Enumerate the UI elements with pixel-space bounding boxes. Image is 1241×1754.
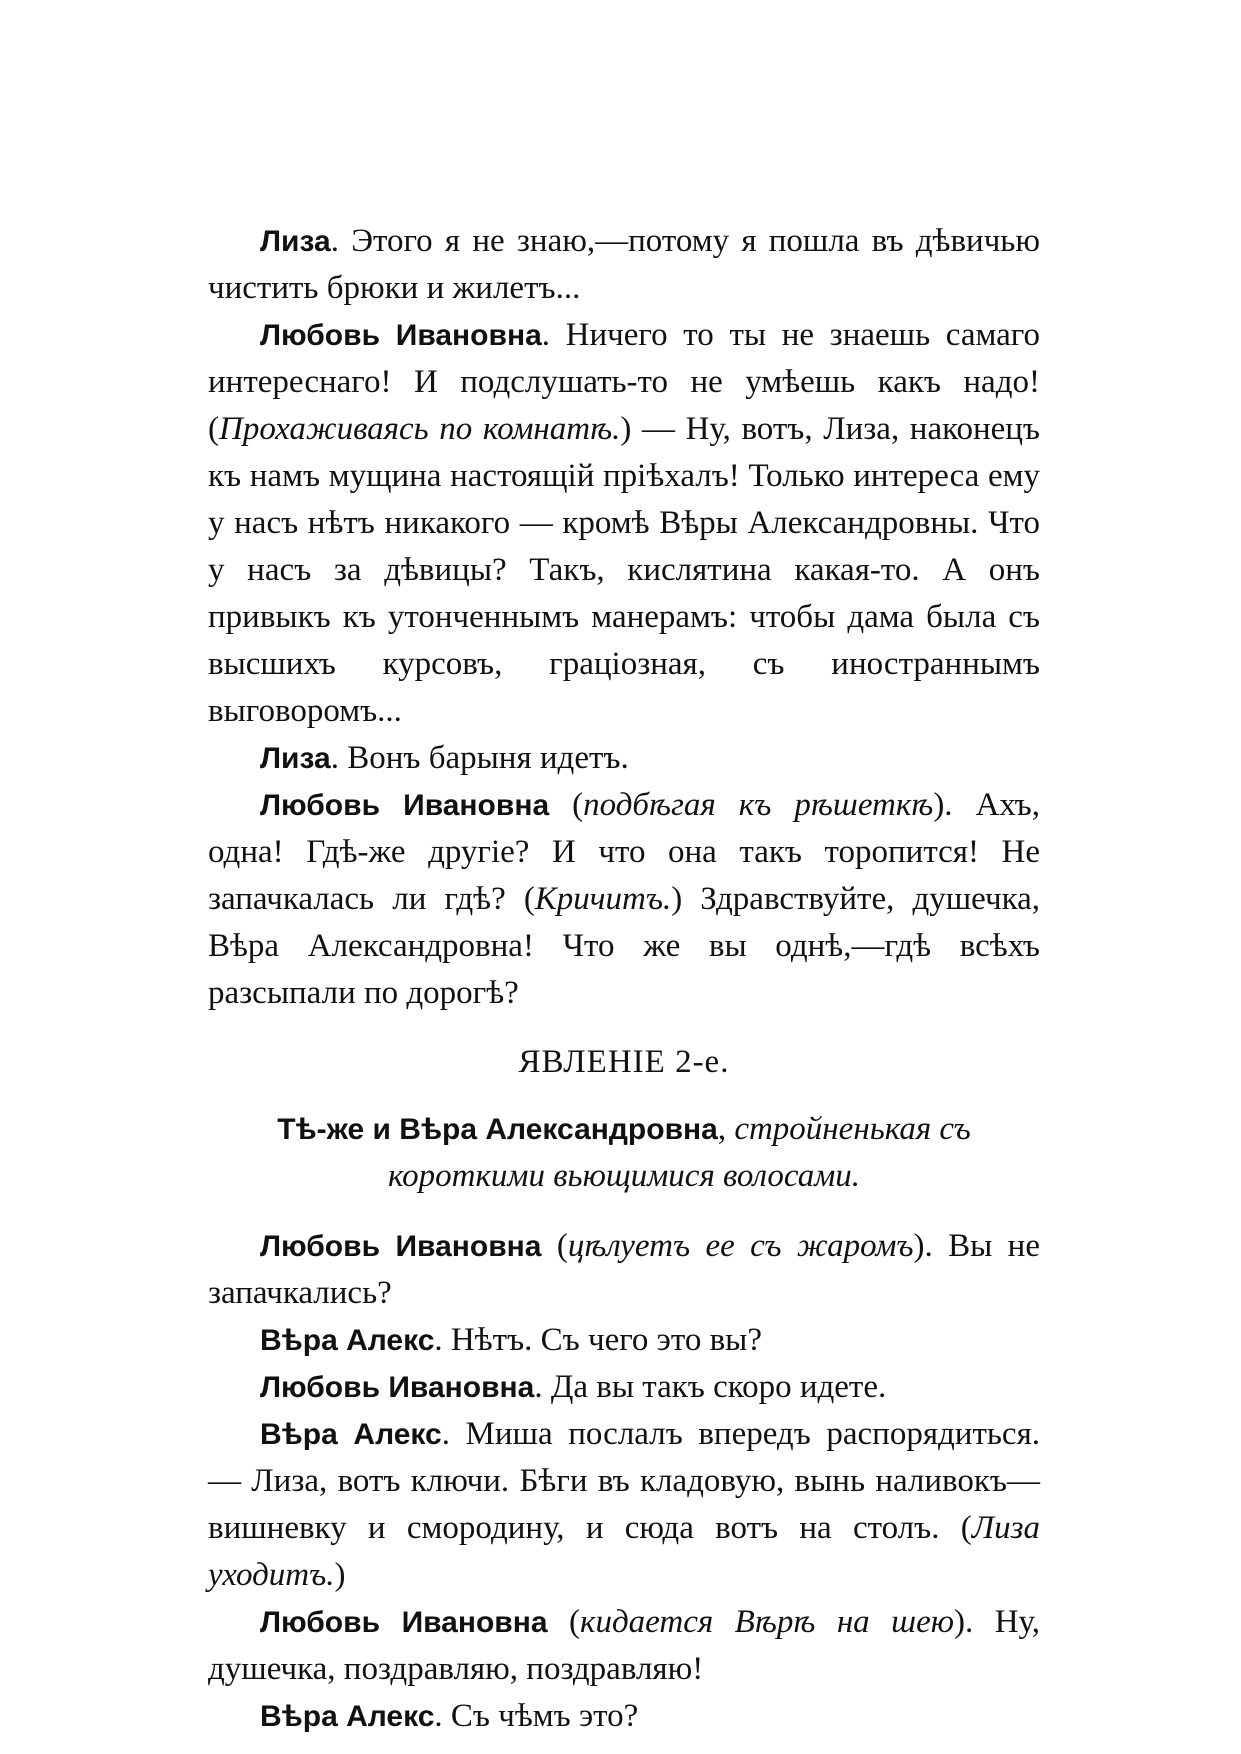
speaker-name: Любовь Ивановна xyxy=(260,319,542,352)
speech: ( xyxy=(547,1604,581,1640)
stage-direction: подбѣгая къ рѣшеткѣ xyxy=(583,787,934,823)
stage-direction: Кричитъ. xyxy=(534,881,672,917)
speech: ( xyxy=(541,1228,568,1264)
dialogue-line xyxy=(208,1223,1040,1317)
speech: ). Ну, душечка, поздравляю, поздравляю! xyxy=(208,1604,1040,1687)
speech: . Миша послалъ впередъ распорядиться. — Лиза, вотъ ключи. Бѣги въ кладовую, вынь наливокъ—вишневку и смородину, и сюда вотъ на столъ. ( xyxy=(208,1416,1040,1546)
speech: ) Здравствуйте, душечка, Вѣра Александровна! Что же вы однѣ,—гдѣ всѣхъ разсыпали по дорогѣ? xyxy=(208,881,1041,1011)
dialogue-line xyxy=(208,735,1040,782)
speaker-name: Любовь Ивановна xyxy=(260,1230,542,1263)
play-text xyxy=(208,218,1040,1740)
dialogue-line xyxy=(208,1411,1040,1599)
speaker-name: Вѣра Алекс xyxy=(260,1418,442,1451)
speech: . Этого я не знаю,—потому я пошла въ дѣвичью чистить брюки и жилетъ... xyxy=(208,223,1040,306)
dialogue-line xyxy=(208,218,1040,312)
speaker-name: Любовь Ивановна xyxy=(260,1606,548,1639)
stage-direction: цѣлуетъ ее съ жаромъ xyxy=(567,1228,914,1264)
speaker-name: Лиза xyxy=(260,225,331,258)
dialogue-line xyxy=(208,1599,1040,1693)
speaker-name: Лиза xyxy=(260,742,331,775)
speech: ). Ахъ, одна! Гдѣ-же другіе? И что она такъ торопится! Не запачкалась ли гдѣ? ( xyxy=(208,787,1040,917)
speech: . Съ чѣмъ это? xyxy=(434,1698,639,1734)
dialogue-line xyxy=(208,782,1040,1017)
speech: . Да вы такъ скоро идете. xyxy=(534,1369,887,1405)
speech: ). Вы не запачкались? xyxy=(208,1228,1040,1311)
dialogue-line xyxy=(208,312,1040,735)
dialogue-line xyxy=(208,1317,1040,1364)
speaker-name: Вѣра Алекс xyxy=(260,1700,435,1733)
speech: . Нѣтъ. Съ чего это вы? xyxy=(434,1322,762,1358)
stage-direction: кидается Вѣрѣ на шею xyxy=(580,1604,954,1640)
dialogue-line xyxy=(208,1693,1040,1740)
speech: . Вонъ барыня идетъ. xyxy=(330,740,629,776)
speaker-name: Любовь Ивановна xyxy=(260,789,550,822)
speech: . Ничего то ты не знаешь самаго интереснаго! И подслушать-то не умѣешь какъ надо! ( xyxy=(208,317,1041,447)
speaker-name: Вѣра Алекс xyxy=(260,1324,435,1357)
stage-direction: Прохаживаясь по комнатѣ. xyxy=(219,411,621,447)
dialogue-line xyxy=(208,1364,1040,1411)
scene-heading: ЯВЛЕНІЕ 2-е. xyxy=(518,1044,730,1080)
scene-cast xyxy=(208,1106,1040,1199)
stage-direction: Лиза уходитъ. xyxy=(208,1510,1040,1593)
speech: ) xyxy=(334,1557,346,1593)
speech: ) — Ну, вотъ, Лиза, наконецъ къ намъ мущина настоящій пріѣхалъ! Только интереса ему у насъ нѣтъ никакого — кромѣ Вѣры Александровны. Что у насъ за дѣвицы? Такъ, кислятина какая-то. А онъ привыкъ къ утонченнымъ манерамъ: чтобы дама была съ высшихъ курсовъ, граціозная, съ иностраннымъ выговоромъ... xyxy=(208,411,1040,729)
cast-separator: , xyxy=(717,1111,735,1147)
cast-description: стройненькая съ короткими вьющимися волосами. xyxy=(387,1111,971,1194)
speech: ( xyxy=(549,787,584,823)
cast-names: Тѣ-же и Вѣра Александровна xyxy=(277,1113,718,1146)
speaker-name: Любовь Ивановна xyxy=(260,1371,535,1404)
